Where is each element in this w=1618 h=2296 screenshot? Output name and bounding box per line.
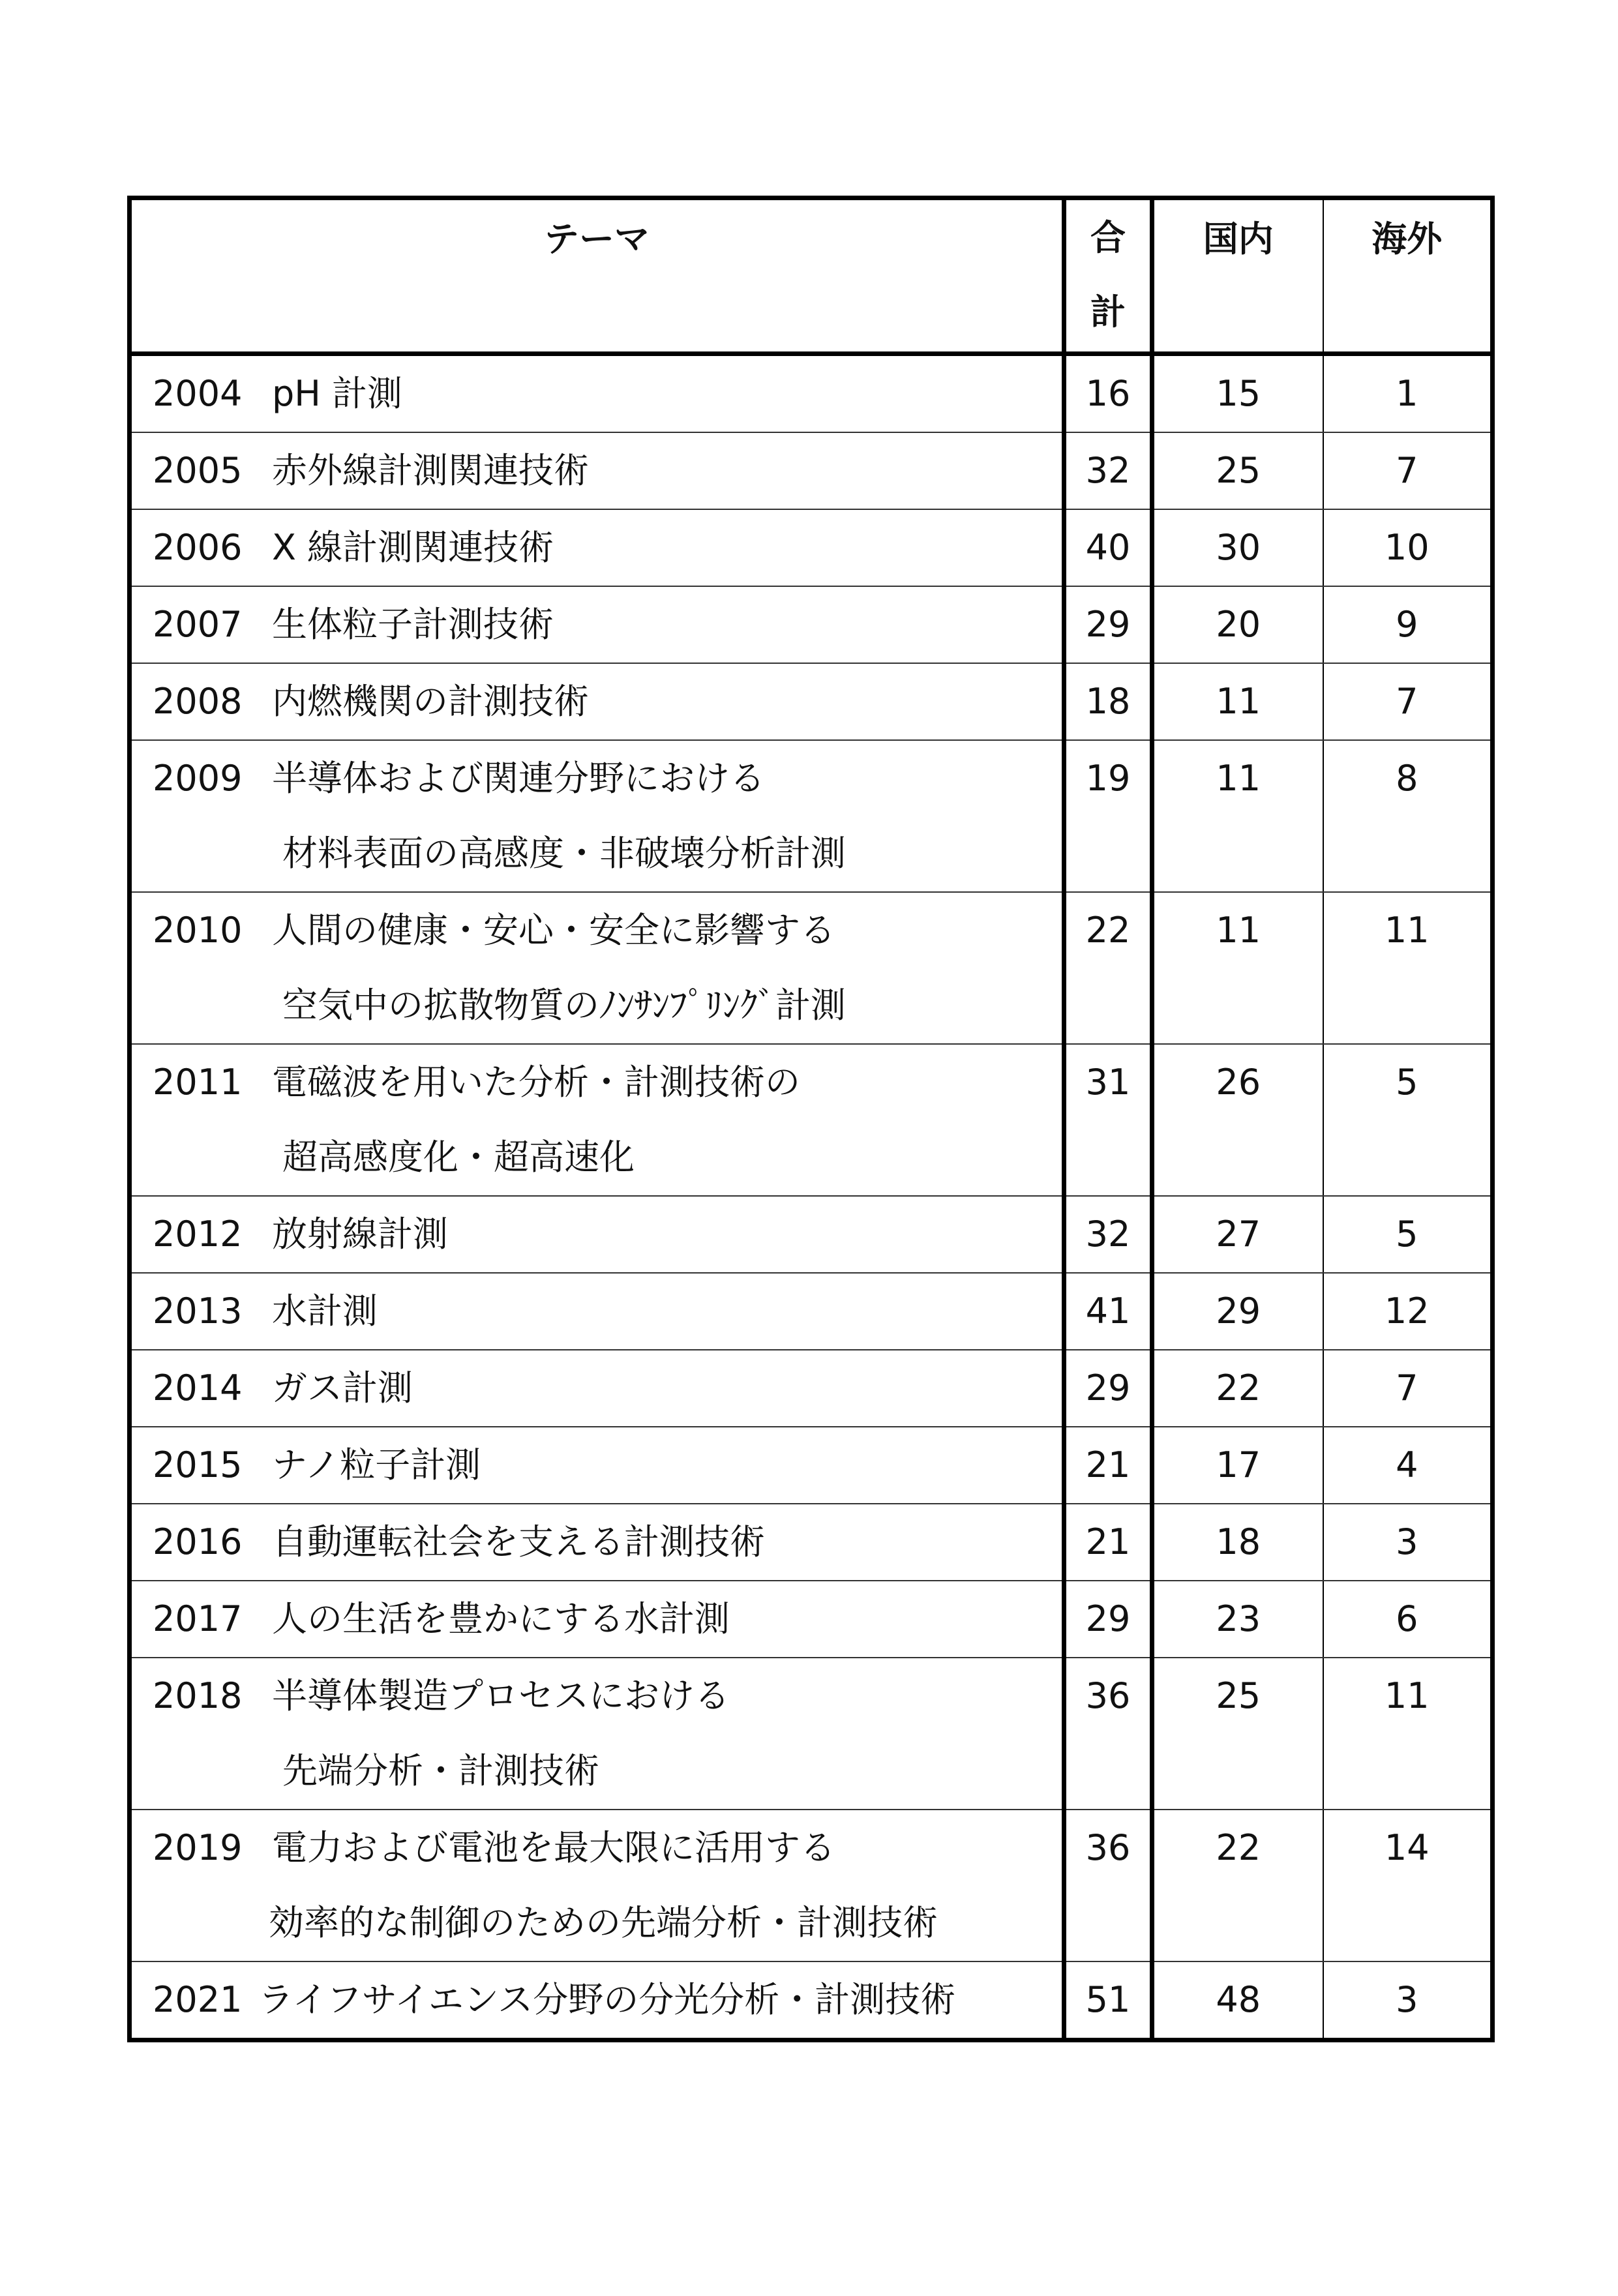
overseas-cell: 5 xyxy=(1323,1196,1493,1273)
domestic-cell: 11 xyxy=(1152,663,1323,740)
table-row xyxy=(130,1350,1493,1427)
theme-table xyxy=(127,196,1495,2042)
theme-title: ライフサイエンス分野の分光分析・計測技術 xyxy=(258,1979,956,2020)
overseas-cell: 12 xyxy=(1323,1273,1493,1350)
domestic-cell: 48 xyxy=(1152,1961,1323,2040)
theme-title: 人間の健康・安心・安全に影響する xyxy=(272,910,835,951)
table-row xyxy=(130,1504,1493,1581)
total-cell: 16 xyxy=(1064,354,1152,433)
theme-title: 半導体製造プロセスにおける xyxy=(272,1675,730,1716)
table-row xyxy=(130,1961,1493,2040)
overseas-cell: 3 xyxy=(1323,1961,1493,2040)
table-row xyxy=(130,1810,1493,1961)
theme-cell xyxy=(130,354,1064,433)
theme-cell xyxy=(130,1504,1064,1581)
domestic-cell: 17 xyxy=(1152,1427,1323,1504)
theme-title: 生体粒子計測技術 xyxy=(272,604,554,645)
domestic-cell: 18 xyxy=(1152,1504,1323,1581)
theme-cell xyxy=(130,1044,1064,1196)
total-cell: 51 xyxy=(1064,1961,1152,2040)
year-label: 2013 xyxy=(153,1290,243,1332)
theme-title-continued: 超高感度化・超高速化 xyxy=(282,1137,635,1178)
theme-title: pH 計測 xyxy=(272,373,403,414)
table-row xyxy=(130,354,1493,433)
table-row xyxy=(130,1581,1493,1658)
table-row xyxy=(130,432,1493,509)
total-cell: 29 xyxy=(1064,586,1152,663)
year-label: 2010 xyxy=(153,910,243,951)
year-label: 2019 xyxy=(153,1827,243,1868)
year-label: 2005 xyxy=(153,450,243,491)
table-row xyxy=(130,1044,1493,1196)
theme-cell xyxy=(130,1658,1064,1810)
year-label: 2012 xyxy=(153,1214,243,1255)
table-row xyxy=(130,586,1493,663)
year-label: 2015 xyxy=(153,1444,243,1485)
theme-cell xyxy=(130,740,1064,892)
domestic-cell: 20 xyxy=(1152,586,1323,663)
overseas-cell: 3 xyxy=(1323,1504,1493,1581)
theme-title: 水計測 xyxy=(272,1290,378,1332)
table-row xyxy=(130,1427,1493,1504)
overseas-cell: 9 xyxy=(1323,586,1493,663)
overseas-cell: 7 xyxy=(1323,432,1493,509)
year-label: 2017 xyxy=(153,1598,243,1639)
year-label: 2021 xyxy=(153,1979,243,2020)
total-cell: 40 xyxy=(1064,509,1152,586)
theme-cell xyxy=(130,1427,1064,1504)
theme-cell xyxy=(130,1961,1064,2040)
total-cell: 29 xyxy=(1064,1581,1152,1658)
overseas-cell: 11 xyxy=(1323,1658,1493,1810)
total-cell: 21 xyxy=(1064,1504,1152,1581)
overseas-cell: 1 xyxy=(1323,354,1493,433)
total-cell: 32 xyxy=(1064,1196,1152,1273)
total-cell: 19 xyxy=(1064,740,1152,892)
table-header-row xyxy=(130,198,1493,354)
theme-cell xyxy=(130,1810,1064,1961)
domestic-cell: 27 xyxy=(1152,1196,1323,1273)
theme-title: 電力および電池を最大限に活用する xyxy=(272,1827,835,1868)
table-row xyxy=(130,1273,1493,1350)
table-row xyxy=(130,663,1493,740)
year-label: 2009 xyxy=(153,758,243,799)
overseas-cell: 6 xyxy=(1323,1581,1493,1658)
year-label: 2007 xyxy=(153,604,243,645)
overseas-cell: 7 xyxy=(1323,1350,1493,1427)
theme-title-continued: 先端分析・計測技術 xyxy=(282,1750,599,1791)
theme-title-continued: 効率的な制御のための先端分析・計測技術 xyxy=(269,1902,938,1943)
table-row xyxy=(130,1658,1493,1810)
overseas-cell: 8 xyxy=(1323,740,1493,892)
theme-cell xyxy=(130,1581,1064,1658)
overseas-cell: 4 xyxy=(1323,1427,1493,1504)
year-label: 2018 xyxy=(153,1675,243,1716)
year-label: 2011 xyxy=(153,1062,243,1103)
domestic-cell: 22 xyxy=(1152,1350,1323,1427)
total-cell: 21 xyxy=(1064,1427,1152,1504)
theme-cell xyxy=(130,586,1064,663)
overseas-cell: 7 xyxy=(1323,663,1493,740)
theme-title: ナノ粒子計測 xyxy=(272,1444,481,1485)
theme-cell xyxy=(130,1273,1064,1350)
header-domestic: 国内 xyxy=(1152,198,1323,354)
theme-title: 人の生活を豊かにする水計測 xyxy=(272,1598,730,1639)
domestic-cell: 25 xyxy=(1152,432,1323,509)
header-total: 合 計 xyxy=(1064,198,1152,354)
theme-title: X 線計測関連技術 xyxy=(272,527,554,568)
theme-title-continued: 空気中の拡散物質のﾉﾝｻﾝﾌﾟﾘﾝｸﾞ計測 xyxy=(282,985,846,1026)
total-cell: 29 xyxy=(1064,1350,1152,1427)
theme-cell xyxy=(130,432,1064,509)
domestic-cell: 15 xyxy=(1152,354,1323,433)
theme-title-continued: 材料表面の高感度・非破壊分析計測 xyxy=(282,833,846,874)
header-theme: テーマ xyxy=(130,198,1064,354)
overseas-cell: 14 xyxy=(1323,1810,1493,1961)
total-cell: 41 xyxy=(1064,1273,1152,1350)
theme-title: ガス計測 xyxy=(272,1367,413,1409)
year-label: 2008 xyxy=(153,681,243,722)
total-cell: 18 xyxy=(1064,663,1152,740)
theme-title: 半導体および関連分野における xyxy=(272,758,765,799)
table-row xyxy=(130,892,1493,1044)
theme-title: 放射線計測 xyxy=(272,1214,448,1255)
year-label: 2014 xyxy=(153,1367,243,1409)
year-label: 2004 xyxy=(153,373,243,414)
theme-title: 赤外線計測関連技術 xyxy=(272,450,589,491)
theme-cell xyxy=(130,509,1064,586)
theme-cell xyxy=(130,663,1064,740)
theme-cell xyxy=(130,892,1064,1044)
theme-table-container xyxy=(127,196,1490,2042)
domestic-cell: 30 xyxy=(1152,509,1323,586)
header-overseas: 海外 xyxy=(1323,198,1493,354)
overseas-cell: 10 xyxy=(1323,509,1493,586)
domestic-cell: 11 xyxy=(1152,892,1323,1044)
domestic-cell: 26 xyxy=(1152,1044,1323,1196)
table-row xyxy=(130,740,1493,892)
theme-title: 内燃機関の計測技術 xyxy=(272,681,589,722)
total-cell: 36 xyxy=(1064,1658,1152,1810)
theme-title: 電磁波を用いた分析・計測技術の xyxy=(272,1062,800,1103)
overseas-cell: 5 xyxy=(1323,1044,1493,1196)
domestic-cell: 11 xyxy=(1152,740,1323,892)
total-cell: 32 xyxy=(1064,432,1152,509)
year-label: 2016 xyxy=(153,1521,243,1562)
domestic-cell: 23 xyxy=(1152,1581,1323,1658)
domestic-cell: 22 xyxy=(1152,1810,1323,1961)
total-cell: 36 xyxy=(1064,1810,1152,1961)
total-cell: 31 xyxy=(1064,1044,1152,1196)
theme-title: 自動運転社会を支える計測技術 xyxy=(272,1521,765,1562)
table-row xyxy=(130,1196,1493,1273)
theme-cell xyxy=(130,1350,1064,1427)
total-cell: 22 xyxy=(1064,892,1152,1044)
table-row xyxy=(130,509,1493,586)
overseas-cell: 11 xyxy=(1323,892,1493,1044)
domestic-cell: 29 xyxy=(1152,1273,1323,1350)
domestic-cell: 25 xyxy=(1152,1658,1323,1810)
theme-cell xyxy=(130,1196,1064,1273)
year-label: 2006 xyxy=(153,527,243,568)
